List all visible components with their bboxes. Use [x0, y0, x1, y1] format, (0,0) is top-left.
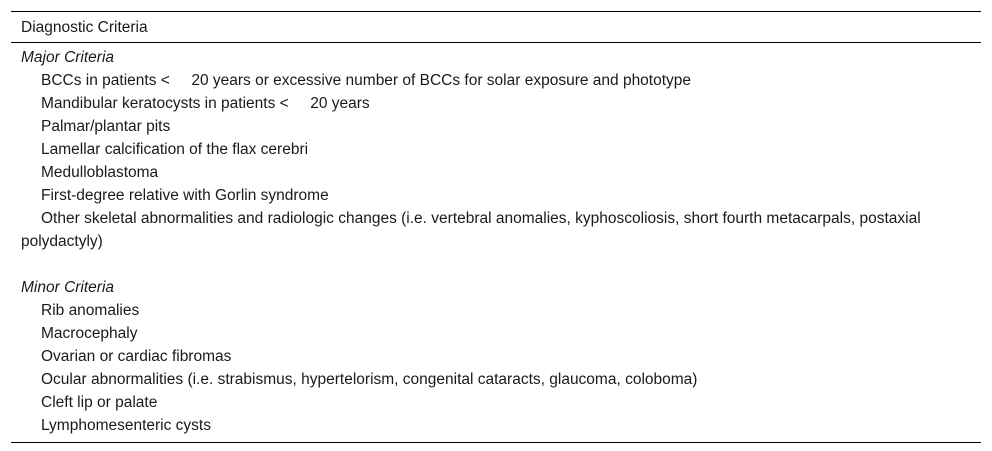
- list-item: First-degree relative with Gorlin syndrome: [41, 187, 329, 204]
- minor-criteria-title: Minor Criteria: [21, 279, 115, 296]
- table-header: Diagnostic Criteria: [11, 12, 981, 43]
- table-body: [11, 43, 981, 443]
- list-item: Rib anomalies: [41, 302, 140, 319]
- major-criteria-title: Major Criteria: [21, 49, 115, 66]
- diagnostic-criteria-table: [11, 11, 981, 443]
- list-item: Mandibular keratocysts in patients < 20 years: [41, 95, 370, 112]
- list-item: Other skeletal abnormalities and radiologic changes (i.e. vertebral anomalies, kyphoscoliosis, short fourth metacarpals, postaxial polydactyly): [21, 210, 921, 250]
- list-item: Lymphomesenteric cysts: [41, 417, 211, 434]
- list-item: Cleft lip or palate: [41, 394, 158, 411]
- list-item: Ocular abnormalities (i.e. strabismus, hypertelorism, congenital cataracts, glaucoma, coloboma): [41, 371, 698, 388]
- list-item: Palmar/plantar pits: [41, 118, 171, 135]
- list-item: Ovarian or cardiac fibromas: [41, 348, 232, 365]
- group-spacer: [11, 253, 981, 276]
- list-item: BCCs in patients < 20 years or excessive number of BCCs for solar exposure and phototype: [41, 72, 692, 89]
- list-item: Macrocephaly: [41, 325, 138, 342]
- list-item: Medulloblastoma: [41, 164, 159, 181]
- list-item: Lamellar calcification of the flax cerebri: [41, 141, 309, 158]
